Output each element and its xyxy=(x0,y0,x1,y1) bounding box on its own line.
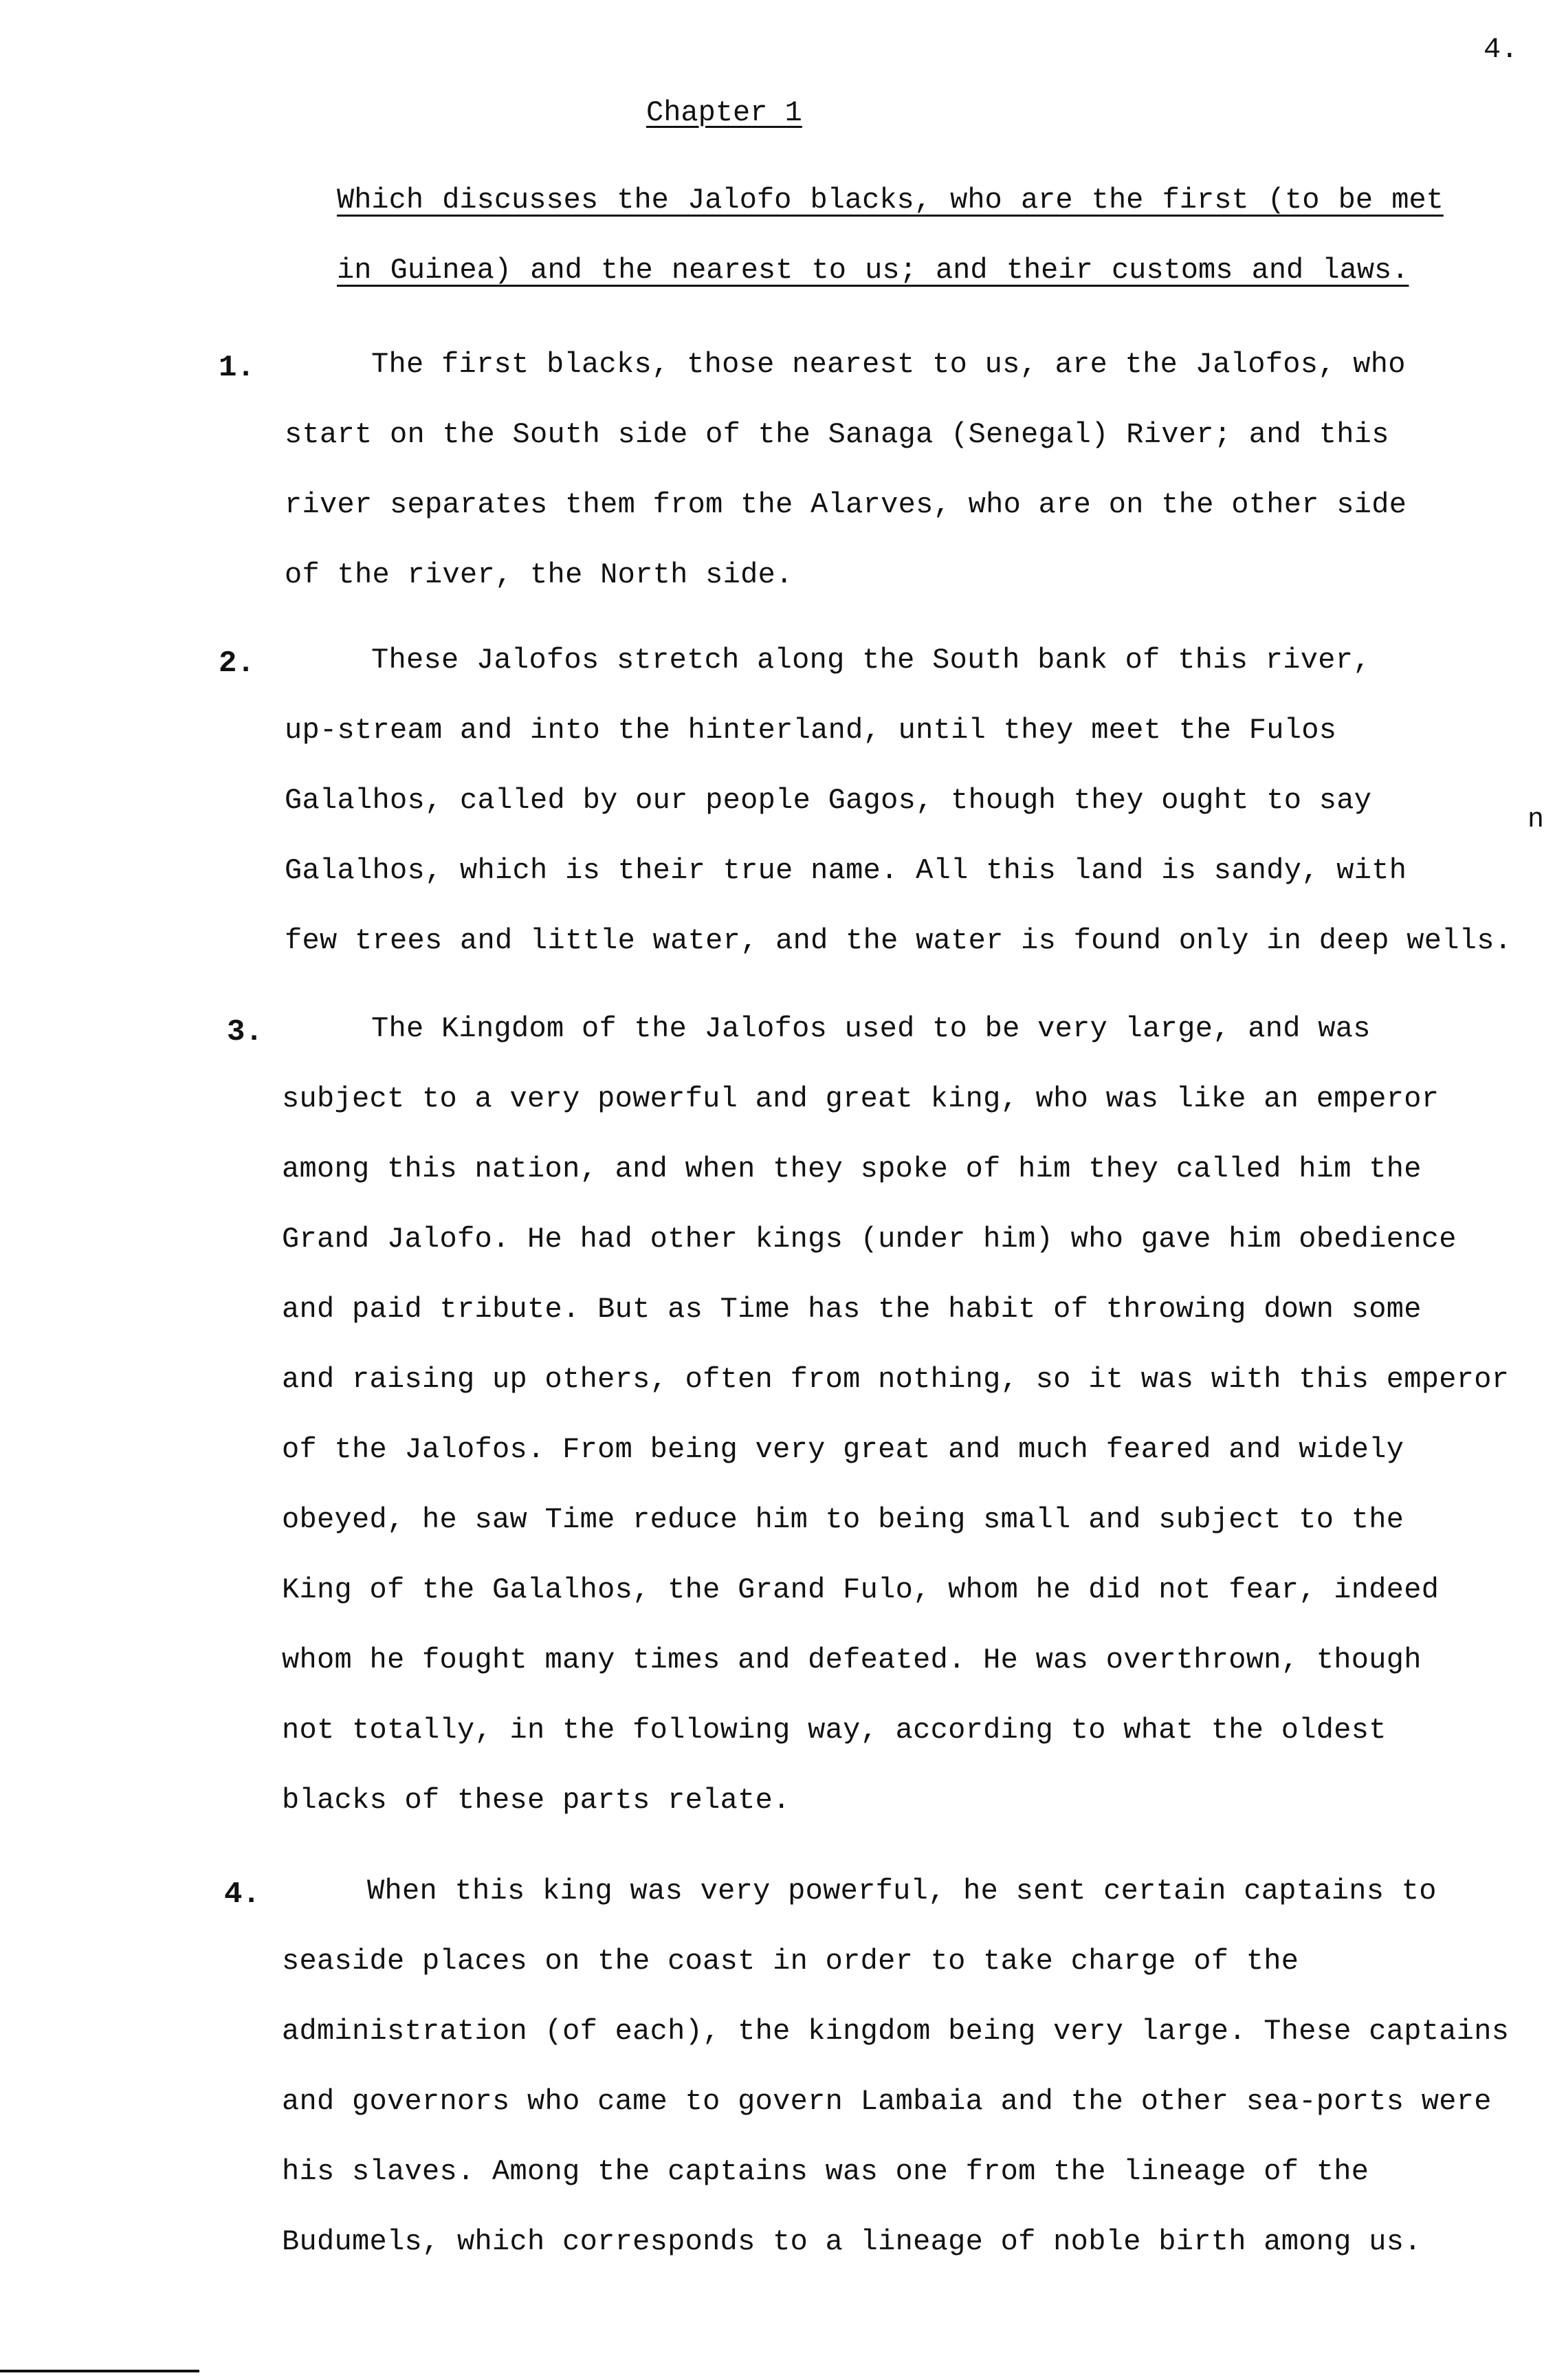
paragraph-line: blacks of these parts relate. xyxy=(282,1784,791,1817)
paragraph-line: These Jalofos stretch along the South bank of this river, xyxy=(371,644,1371,677)
paragraph-line: whom he fought many times and defeated. He was overthrown, though xyxy=(282,1644,1422,1677)
paragraph-line: When this king was very powerful, he sent certain captains to xyxy=(367,1875,1437,1908)
paragraph-number: 4. xyxy=(224,1877,261,1912)
paragraph-line: subject to a very powerful and great king, who was like an emperor xyxy=(282,1082,1440,1115)
paragraph-line: of the river, the North side. xyxy=(285,558,793,591)
paragraph-number: 3. xyxy=(227,1015,263,1049)
chapter-title: Chapter 1 xyxy=(646,96,802,129)
paragraph-line: up-stream and into the hinterland, until they meet the Fulos xyxy=(285,714,1337,747)
paragraph-line: few trees and little water, and the water is found only in deep wells. xyxy=(285,924,1512,957)
paragraph-number: 2. xyxy=(219,646,255,681)
paragraph-line: obeyed, he saw Time reduce him to being small and subject to the xyxy=(282,1503,1404,1536)
paragraph-number: 1. xyxy=(219,351,255,385)
paragraph-line: not totally, in the following way, according to what the oldest xyxy=(282,1714,1387,1747)
paragraph-line: his slaves. Among the captains was one from the lineage of the xyxy=(282,2155,1369,2188)
heading-line: Which discusses the Jalofo blacks, who are the first (to be met xyxy=(337,184,1444,217)
paragraph-line: of the Jalofos. From being very great and much feared and widely xyxy=(282,1433,1404,1466)
paragraph-line: and paid tribute. But as Time has the habit of throwing down some xyxy=(282,1293,1422,1326)
paragraph-line: Galalhos, called by our people Gagos, though they ought to say xyxy=(285,784,1372,817)
paragraph-line: The first blacks, those nearest to us, are the Jalofos, who xyxy=(371,348,1406,381)
paragraph-line: administration (of each), the kingdom being very large. These captains xyxy=(282,2015,1510,2048)
margin-mark: n xyxy=(1528,805,1545,836)
chapter-heading xyxy=(337,165,1451,305)
paragraph-line: and raising up others, often from nothing, so it was with this emperor xyxy=(282,1363,1510,1396)
paragraph-line: seaside places on the coast in order to take charge of the xyxy=(282,1945,1299,1978)
page-number: 4. xyxy=(1484,33,1519,66)
paragraph-line: King of the Galalhos, the Grand Fulo, whom he did not fear, indeed xyxy=(282,1573,1440,1606)
paragraph-line: and governors who came to govern Lambaia and the other sea-ports were xyxy=(282,2085,1492,2118)
paragraph-line: The Kingdom of the Jalofos used to be very large, and was xyxy=(371,1012,1371,1045)
heading-line: in Guinea) and the nearest to us; and their customs and laws. xyxy=(337,254,1409,287)
paragraph-line: Galalhos, which is their true name. All this land is sandy, with xyxy=(285,854,1407,887)
paragraph-line: start on the South side of the Sanaga (Senegal) River; and this xyxy=(285,418,1389,451)
bottom-rule xyxy=(0,2370,199,2372)
paragraph-line: among this nation, and when they spoke of him they called him the xyxy=(282,1153,1422,1186)
paragraph-line: Budumels, which corresponds to a lineage of noble birth among us. xyxy=(282,2225,1422,2258)
paragraph-line: river separates them from the Alarves, who are on the other side xyxy=(285,488,1407,521)
paragraph-line: Grand Jalofo. He had other kings (under him) who gave him obedience xyxy=(282,1223,1457,1256)
